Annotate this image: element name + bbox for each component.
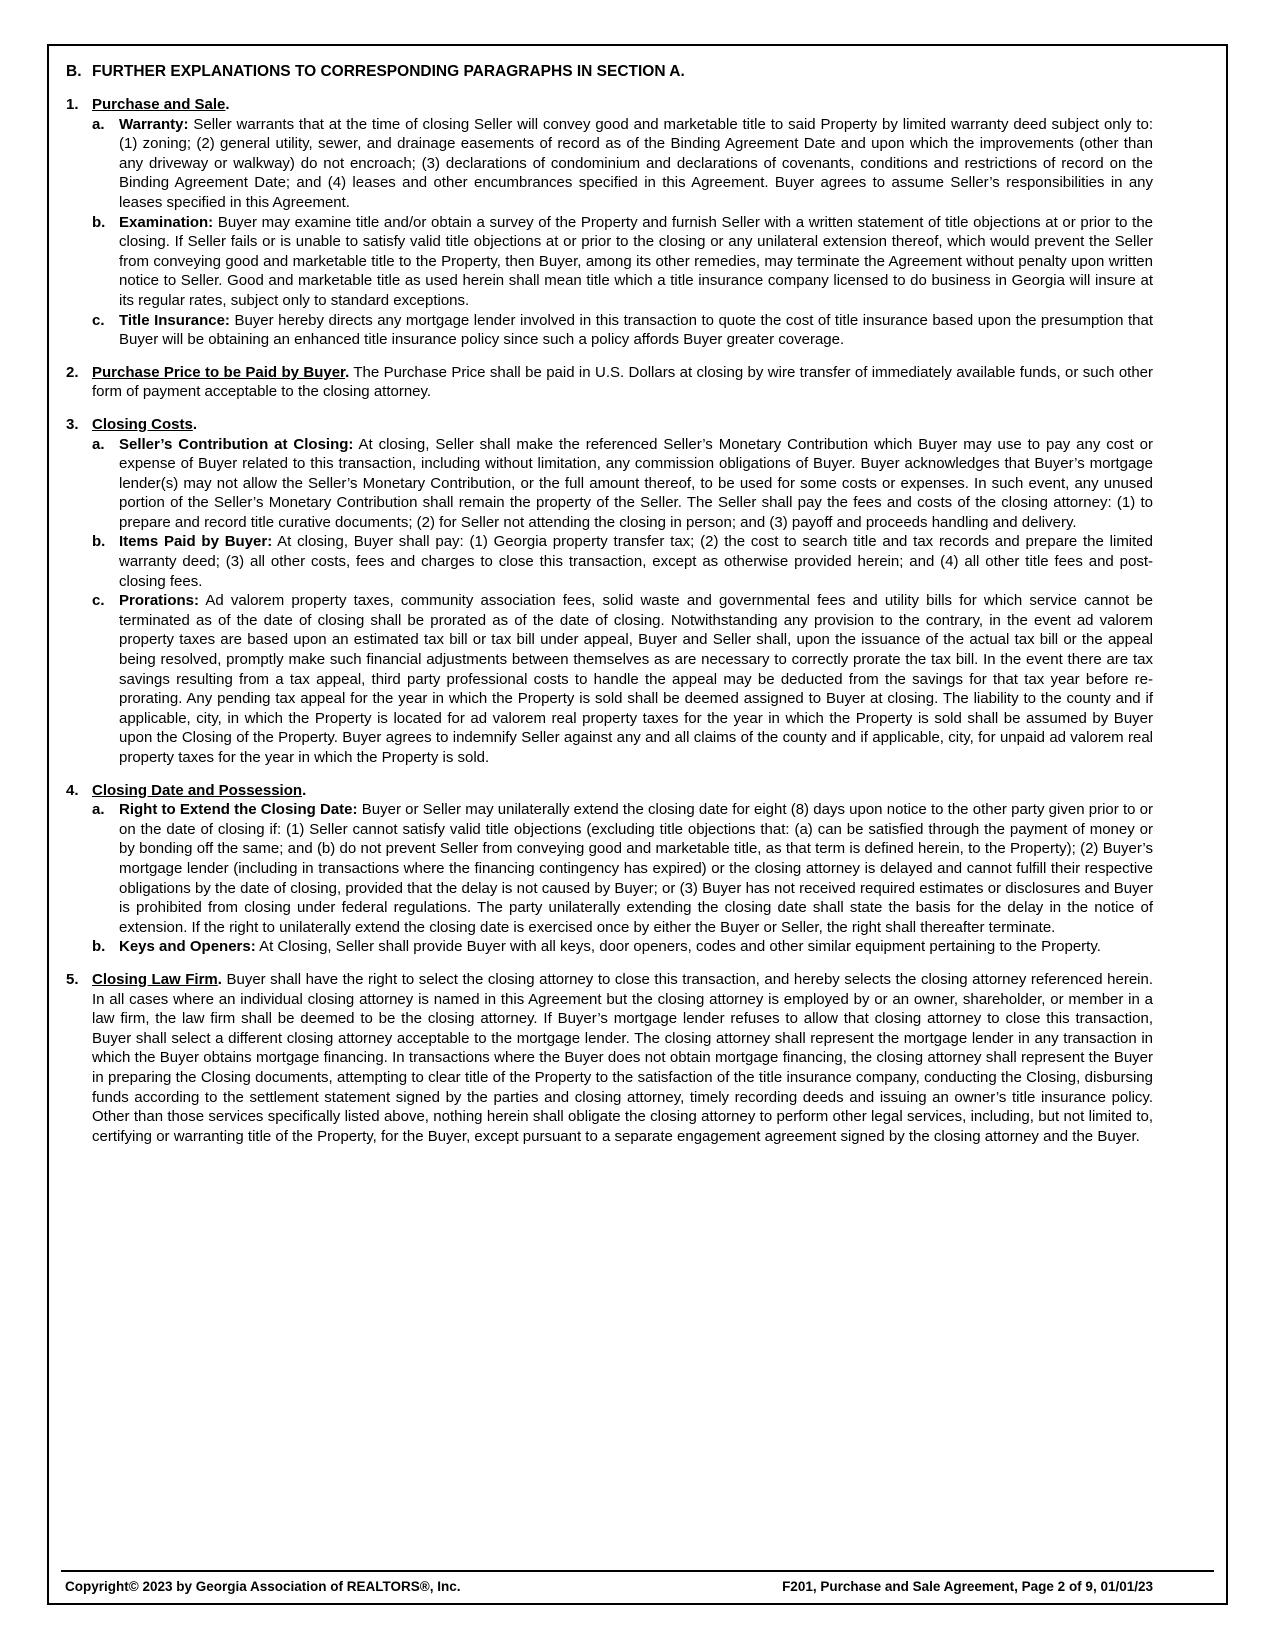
subitem-letter: b. [92,213,106,231]
section-title-period: . [192,415,198,433]
section-content [92,363,1153,402]
subitem-letter: c. [92,592,105,610]
footer-copyright: Copyright© 2023 by Georgia Association of REALTORS®, Inc. [65,1579,461,1594]
subitem-label: Title Insurance: [119,311,230,329]
subitem-text: Ad valorem property taxes, community association fees, solid waste and governmental fees and utility bills for which service cannot be terminated as of the date of closing shall be prorated as of the date of closing. Notwithstanding any provision to the contrary, in the event ad valorem property taxes are based upon an estimated tax bill or tax bill under appeal, Buyer and Seller shall, upon the issuance of the actual tax bill or the appeal being resolved, promptly make such financial adjustments between themselves as are necessary to correctly prorate the tax bill. In the event there are tax savings resulting from a tax appeal, third party professional costs to handle the appeal may be deducted from the savings for that tax year before re-prorating. Any pending tax appeal for the year in which the Property is sold shall be deemed assigned to Buyer at closing. The liability to the county and if applicable, city, in which the Property is located for ad valorem real property taxes for the year in which the Property is sold shall be assumed by Buyer upon the Closing of the Property. Buyer agrees to indemnify Seller against any and all claims of the county and if applicable, city, for unpaid ad valorem real property taxes for the year in which the Property is sold. [119,592,1154,766]
document-content [66,62,1153,1146]
section-content [92,95,1153,350]
section-item [66,970,1153,1146]
section-content [92,970,1153,1146]
subitem-text: Buyer or Seller may unilaterally extend the closing date for eight (8) days upon notice to the other party given prior to or on the date of closing if: (1) Seller cannot satisfy valid title objections (excluding title objections that: (a) can be satisfied through the payment of money or by bonding off the same; and (b) do not prevent Seller from conveying good and marketable title, as that term is defined herein, to the Property); (2) Buyer’s mortgage lender (including in transactions where the financing contingency has expired) or the closing attorney is delayed and cannot fulfill their respective obligations by the date of closing, provided that the delay is not caused by Buyer; or (3) Buyer has not received required estimates or disclosures and Buyer is prohibited from closing under federal regulations. The party unilaterally extending the closing date shall state the basis for the delay in the notice of extension. If the right to unilaterally extend the closing date is exercised once by either the Buyer or Seller, the right shall thereafter terminate. [119,801,1154,936]
section-title: Purchase and Sale [92,96,226,113]
subitem-label: Seller’s Contribution at Closing: [119,435,354,453]
subitem [92,591,1153,767]
page-border-frame [47,44,1228,1605]
section-number: 3. [66,415,79,433]
subitem-letter: a. [92,435,105,453]
subitem-text: At closing, Buyer shall pay: (1) Georgia property transfer tax; (2) the cost to search title and tax records and prepare the limited warranty deed; (3) all other costs, fees and charges to close this transaction, except as otherwise provided herein; and (4) all other title fees and post-closing fees. [119,533,1153,590]
subitem-letter: b. [92,938,106,956]
section-title-period: . [217,970,222,988]
section-body-text: The Purchase Price shall be paid in U.S. Dollars at closing by wire transfer of immediately available funds, or such other form of payment acceptable to the closing attorney. [92,363,1154,401]
section-number: 2. [66,363,79,381]
section-title: Purchase Price to be Paid by Buyer [92,363,346,381]
subitem-label: Items Paid by Buyer: [119,533,273,551]
subitem-text: At closing, Seller shall make the referenced Seller’s Monetary Contribution which Buyer may use to pay any cost or expense of Buyer related to this transaction, including without limitation, any commission obligations of Buyer. Buyer acknowledges that Buyer’s mortgage lender(s) may not allow the Seller’s Monetary Contribution, or the full amount thereof, to be used for some costs or expenses. In such event, any unused portion of the Seller’s Monetary Contribution shall remain the property of the Seller. The Seller shall pay the fees and costs of the closing attorney: (1) to prepare and record title curative documents; (2) for Seller not attending the closing in person; and (3) payoff and proceeds handling and delivery. [119,435,1153,531]
section-title-period: . [225,96,230,113]
section-number: 4. [66,781,79,799]
section-number: 1. [66,96,79,113]
subitem-text: Buyer hereby directs any mortgage lender involved in this transaction to quote the cost of title insurance based upon the presumption that Buyer will be obtaining an enhanced title insurance policy since such a policy affords Buyer greater coverage. [119,311,1154,349]
subitems-list [92,115,1153,350]
section-title-line [92,415,1153,435]
subitem-paragraph [119,311,1153,350]
page-footer [61,1570,1214,1595]
footer-row [61,1572,1214,1595]
subitem-letter: a. [92,801,105,819]
subitem-text: Seller warrants that at the time of closing Seller will convey good and marketable title to said Property by limited warranty deed subject only to: (1) zoning; (2) general utility, sewer, and drainage easements of record as of the Binding Agreement Date and upon which the improvements (other than any driveway or walkway) do not encroach; (3) declarations of condominium and declarations of covenants, conditions and restrictions of record on the Binding Agreement Date; and (4) leases and other encumbrances specified in this Agreement. Buyer agrees to assume Seller’s responsibilities in any leases specified in this Agreement. [119,115,1154,211]
subitem-paragraph [119,435,1153,533]
subitem [92,435,1153,533]
subitem-paragraph [119,532,1153,591]
subitem-paragraph [119,115,1153,213]
subitem-letter: a. [92,115,105,133]
section-b-title: FURTHER EXPLANATIONS TO CORRESPONDING PARAGRAPHS IN SECTION A. [92,63,685,80]
subitem-paragraph [119,213,1153,311]
subitem [92,311,1153,350]
subitem-label: Right to Extend the Closing Date: [119,801,358,819]
section-title-period: . [302,781,307,799]
subitem-letter: b. [92,533,106,551]
section-title-line [92,970,1153,1146]
footer-form-info: F201, Purchase and Sale Agreement, Page 2 of 9, 01/01/23 [782,1579,1153,1594]
section-title: Closing Costs [92,415,193,433]
subitem-letter: c. [92,311,105,329]
section-number: 5. [66,970,79,988]
subitem-label: Keys and Openers: [119,938,256,956]
section-title: Closing Law Firm [92,970,218,988]
section-body-text: Buyer shall have the right to select the closing attorney to close this transaction, and hereby selects the closing attorney referenced herein. In all cases where an individual closing attorney is named in this Agreement but the closing attorney is employed by or an owner, shareholder, or member in a law firm, the law firm shall be deemed to be the closing attorney. If Buyer’s mortgage lender refuses to allow that closing attorney to close this transaction, Buyer shall select a different closing attorney acceptable to the mortgage lender. The closing attorney shall represent the mortgage lender in any transaction in which the Buyer obtains mortgage financing. In transactions where the Buyer does not obtain mortgage financing, the closing attorney shall represent the Buyer in preparing the Closing documents, attempting to clear title of the Property to the satisfaction of the title insurance company, conducting the Closing, disbursing funds according to the settlement statement signed by the parties and closing attorney, timely recording deeds and issuing an owner’s title insurance policy. Other than those services specifically listed above, nothing herein shall obligate the closing attorney to perform other legal services, including, but not limited to, certifying or warranting title of the Property, for the Buyer, except pursuant to a separate engagement agreement signed by the closing attorney and the Buyer. [92,970,1154,1145]
subitem-paragraph [119,937,1153,957]
subitems-list [92,800,1153,957]
subitem [92,800,1153,937]
subitem-paragraph [119,591,1153,767]
section-content [92,781,1153,957]
section-title-period: . [345,363,350,381]
sections-list [66,95,1153,1146]
subitem-label: Prorations: [119,592,200,610]
subitem-paragraph [119,800,1153,937]
section-b-header [66,62,1153,82]
subitems-list [92,435,1153,768]
subitem-label: Warranty: [119,115,189,133]
section-item [66,781,1153,957]
subitem [92,115,1153,213]
section-item [66,95,1153,350]
section-item [66,415,1153,768]
subitem-label: Examination: [119,213,214,231]
section-title: Closing Date and Possession [92,781,303,799]
subitem-text: At Closing, Seller shall provide Buyer with all keys, door openers, codes and other similar equipment pertaining to the Property. [259,938,1101,956]
section-title-line [92,95,1153,115]
subitem [92,532,1153,591]
subitem [92,213,1153,311]
section-b-label: B. [66,63,82,80]
subitem [92,937,1153,957]
section-content [92,415,1153,768]
section-title-line [92,363,1153,402]
section-title-line [92,781,1153,801]
section-item [66,363,1153,402]
subitem-text: Buyer may examine title and/or obtain a survey of the Property and furnish Seller with a written statement of title objections at or prior to the closing. If Seller fails or is unable to satisfy valid title objections at or prior to the closing or any unilateral extension thereof, which would prevent the Seller from conveying good and marketable title to the Property, then Buyer, among its other remedies, may terminate the Agreement without penalty upon written notice to Seller. Good and marketable title as used herein shall mean title which a title insurance company licensed to do business in Georgia will insure at its regular rates, subject only to standard exceptions. [119,213,1153,309]
